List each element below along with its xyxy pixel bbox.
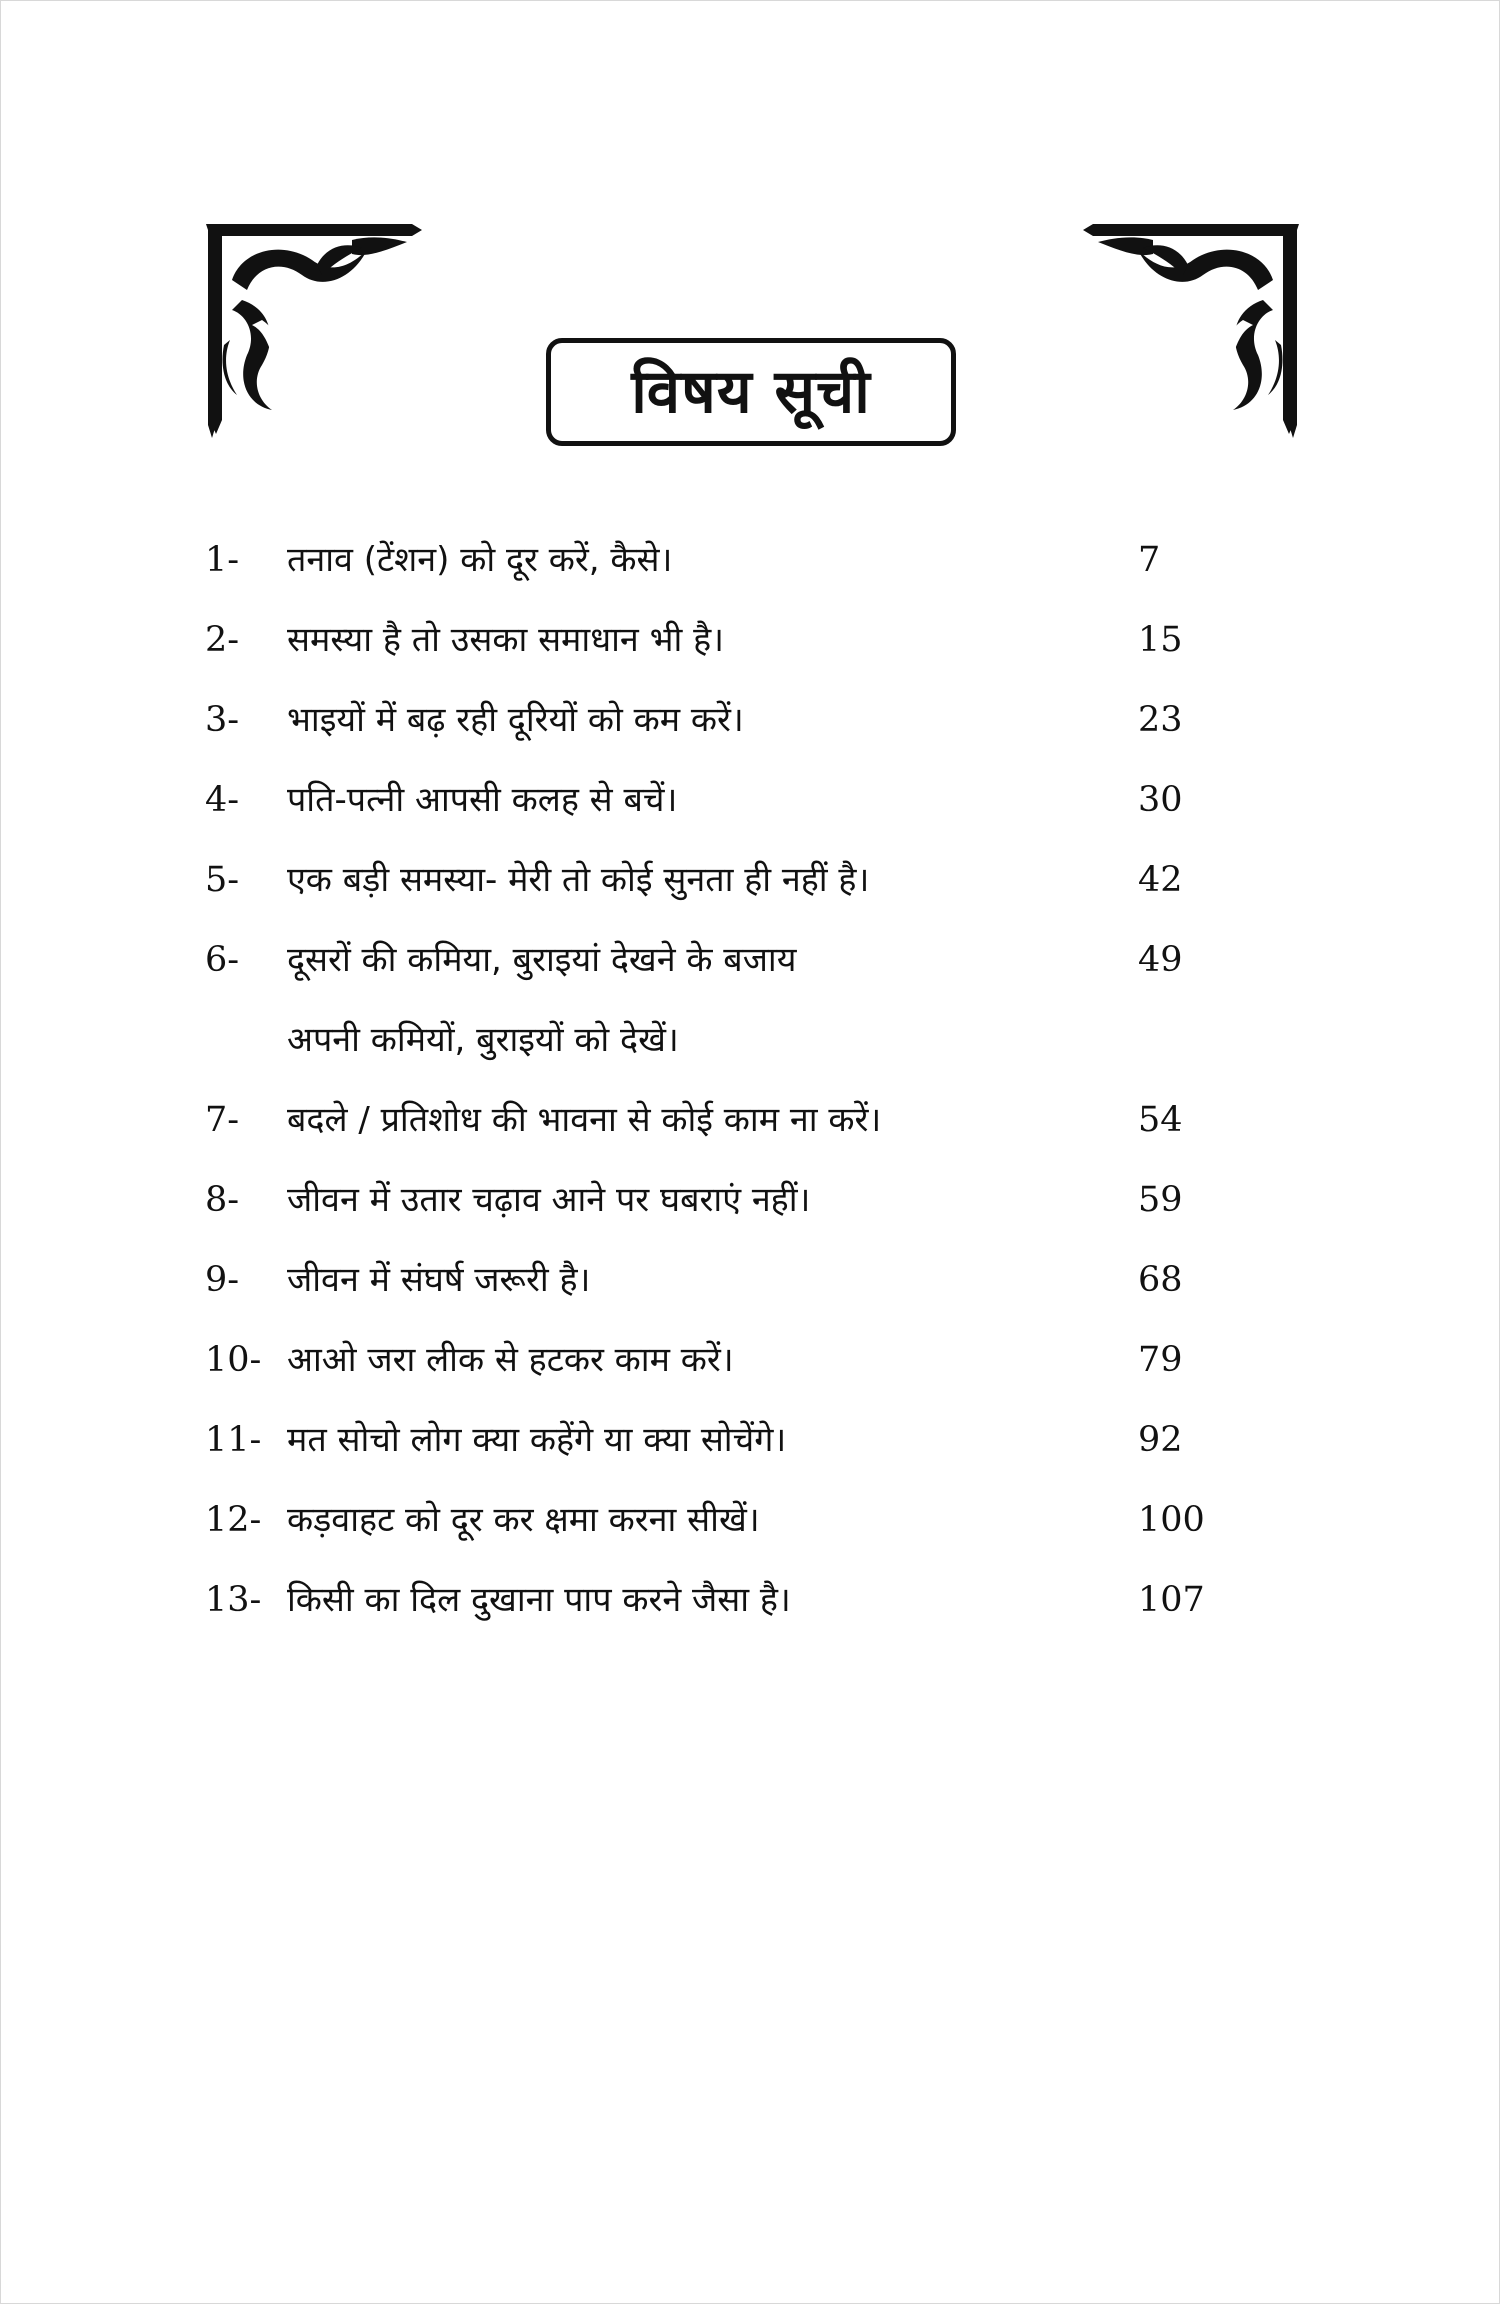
toc-entry-title-line: किसी का दिल दुखाना पाप करने जैसा है। (287, 1580, 791, 1620)
toc-entry-title-line: मत सोचो लोग क्या कहेंगे या क्या सोचेंगे। (287, 1420, 787, 1460)
toc-entry-title (287, 920, 1077, 1080)
toc-entry (205, 600, 1225, 680)
title-box (546, 338, 956, 446)
toc-entry-title-line: पति-पत्नी आपसी कलह से बचें। (287, 780, 678, 820)
toc-entry-title (287, 840, 1077, 920)
toc-entry-page-number: 68 (1138, 1260, 1183, 1300)
toc-entry-page-number: 7 (1138, 540, 1161, 580)
toc-entry (205, 520, 1225, 600)
toc-entry (205, 1320, 1225, 1400)
toc-entry (205, 1560, 1225, 1640)
toc-entry-title (287, 1320, 1077, 1400)
toc-entry-page-number: 79 (1138, 1340, 1183, 1380)
toc-entry (205, 760, 1225, 840)
toc-entry-title (287, 680, 1077, 760)
toc-entry-number: 7- (205, 1100, 240, 1140)
toc-entry (205, 1400, 1225, 1480)
toc-entry (205, 1480, 1225, 1560)
toc-entry-title (287, 1240, 1077, 1320)
toc-entry-title-line: दूसरों की कमिया, बुराइयां देखने के बजाय (287, 940, 797, 980)
toc-entry-title (287, 520, 1077, 600)
toc-entry-title (287, 600, 1077, 680)
toc-entry-title-line: भाइयों में बढ़ रही दूरियों को कम करें। (287, 700, 744, 740)
toc-entry-number: 5- (205, 860, 240, 900)
toc-entry-number: 4- (205, 780, 240, 820)
toc-entry-title (287, 1400, 1077, 1480)
toc-entry-number: 8- (205, 1180, 240, 1220)
toc-entry-page-number: 23 (1138, 700, 1183, 740)
toc-entry (205, 920, 1225, 1080)
toc-entry-title-line: बदले / प्रतिशोध की भावना से कोई काम ना करें। (287, 1100, 882, 1140)
toc-entry-title (287, 1080, 1077, 1160)
toc-entry-number: 9- (205, 1260, 240, 1300)
toc-entry-page-number: 54 (1138, 1100, 1183, 1140)
toc-entry-number: 13- (205, 1580, 262, 1620)
corner-ornament-right-icon (1078, 220, 1303, 440)
toc-entry-page-number: 30 (1138, 780, 1183, 820)
toc-entry-title-line: जीवन में संघर्ष जरूरी है। (287, 1260, 591, 1300)
toc-entry-title-line: आओ जरा लीक से हटकर काम करें। (287, 1340, 734, 1380)
toc-entry-title (287, 760, 1077, 840)
toc-entry-page-number: 107 (1138, 1580, 1205, 1620)
toc-entry-page-number: 59 (1138, 1180, 1183, 1220)
toc-entry-page-number: 100 (1138, 1500, 1205, 1540)
toc-entry-number: 12- (205, 1500, 262, 1540)
page-title: विषय सूची (631, 357, 871, 427)
corner-ornament-left-icon (202, 220, 427, 440)
toc-entry-page-number: 42 (1138, 860, 1183, 900)
toc-entry-number: 6- (205, 940, 240, 980)
toc-entry-title-line: कड़वाहट को दूर कर क्षमा करना सीखें। (287, 1500, 760, 1540)
toc-entry (205, 840, 1225, 920)
toc-entry-title-line: अपनी कमियों, बुराइयों को देखें। (287, 1020, 679, 1060)
toc-entry-title (287, 1560, 1077, 1640)
toc-entry-title-line: तनाव (टेंशन) को दूर करें, कैसे। (287, 540, 673, 580)
toc-entry (205, 680, 1225, 760)
toc-entry-title-line: एक बड़ी समस्या- मेरी तो कोई सुनता ही नहीं है। (287, 860, 870, 900)
toc-entry (205, 1080, 1225, 1160)
table-of-contents (205, 520, 1225, 1640)
toc-entry-title-line: जीवन में उतार चढ़ाव आने पर घबराएं नहीं। (287, 1180, 811, 1220)
toc-entry-title (287, 1160, 1077, 1240)
toc-entry-title-line: समस्या है तो उसका समाधान भी है। (287, 620, 725, 660)
toc-entry-number: 2- (205, 620, 240, 660)
toc-entry-page-number: 49 (1138, 940, 1183, 980)
toc-entry (205, 1240, 1225, 1320)
toc-entry-title (287, 1480, 1077, 1560)
toc-entry-number: 11- (205, 1420, 262, 1460)
toc-entry-number: 10- (205, 1340, 262, 1380)
toc-entry-page-number: 92 (1138, 1420, 1183, 1460)
toc-entry-page-number: 15 (1138, 620, 1183, 660)
toc-entry-number: 1- (205, 540, 240, 580)
toc-entry (205, 1160, 1225, 1240)
toc-entry-number: 3- (205, 700, 240, 740)
